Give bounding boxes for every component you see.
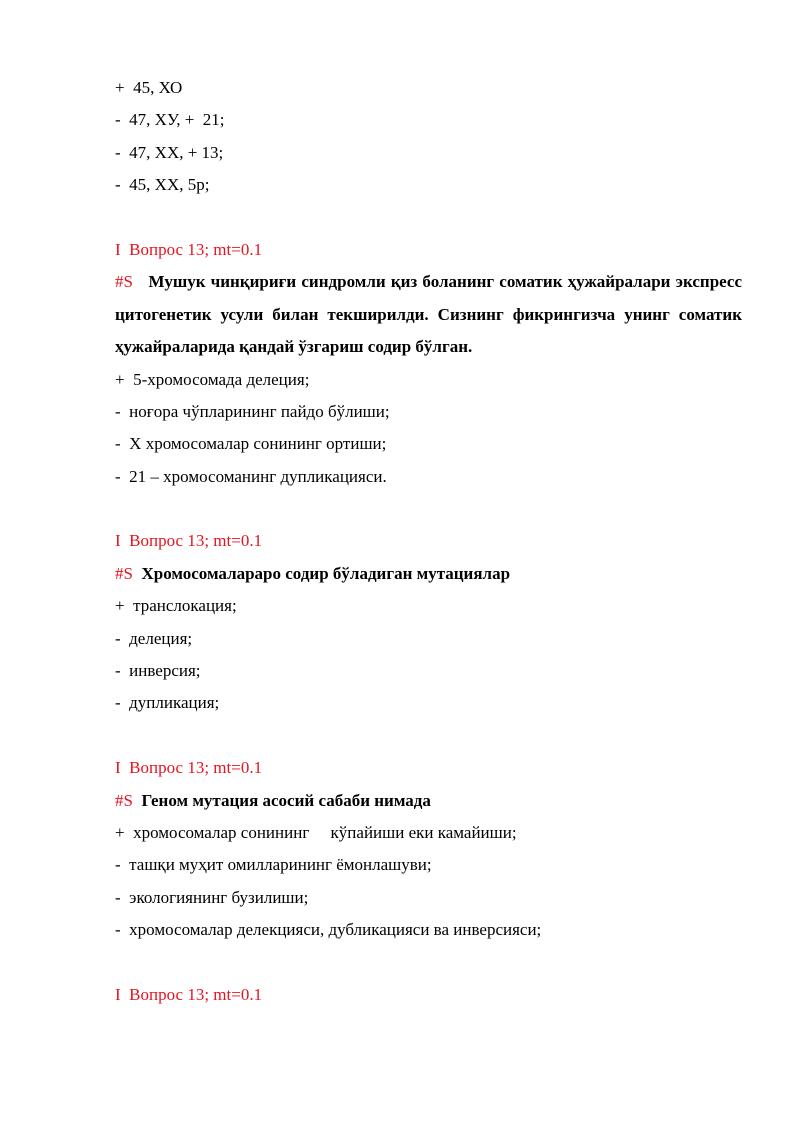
- answer-option: - хромосомалар делекцияси, дубликацияси ва инверсияси;: [115, 920, 542, 940]
- question-tag: #S: [115, 272, 133, 292]
- question-tag: #S: [115, 563, 133, 583]
- spacer: [115, 947, 742, 979]
- spacer: [115, 493, 742, 525]
- answer-option: + 45, ХО: [115, 78, 183, 97]
- question-header: I Вопрос 13; mt=0.1: [115, 239, 263, 259]
- answer-option: - экологиянинг бузилиши;: [115, 887, 309, 907]
- answer-option: - делеция;: [115, 628, 193, 648]
- question-block-2: [115, 525, 742, 719]
- question-header: I Вопрос 13; mt=0.1: [115, 984, 263, 1004]
- question-body: Геном мутация асосий сабаби нимада: [141, 790, 431, 810]
- spacer: [115, 720, 742, 752]
- question-text: [115, 558, 742, 590]
- question-text: [115, 266, 742, 363]
- answer-option: - ташқи муҳит омилларининг ёмонлашуви;: [115, 855, 432, 875]
- question-block-4: [115, 979, 742, 1011]
- question-body: Мушук чинқириғи синдромли қиз боланинг соматик ҳужайралари экспресс цитогенетик усули билан текширилди. Сизнинг фикрингизча унинг соматик ҳужайраларида қандай ўзгариш содир бўлган.: [115, 272, 742, 357]
- answer-option: - Х хромосомалар сонининг ортиши;: [115, 434, 387, 454]
- document-page: [115, 72, 742, 1011]
- answer-option: - дупликация;: [115, 693, 220, 713]
- question-header: I Вопрос 13; mt=0.1: [115, 531, 263, 551]
- answer-option: - 45, ХХ, 5р;: [115, 175, 210, 195]
- answer-option: + хромосомалар сонининг кўпайиши еки камайиши;: [115, 823, 517, 842]
- spacer: [115, 202, 742, 234]
- answer-option: - ноғора чўпларининг пайдо бўлиши;: [115, 401, 390, 421]
- question-body: Хромосомалараро содир бўладиган мутациялар: [141, 563, 511, 583]
- answer-option: - инверсия;: [115, 661, 201, 681]
- answer-option: + транслокация;: [115, 596, 237, 616]
- question-block-1: [115, 234, 742, 493]
- answer-option: - 47, ХУ, + 21;: [115, 110, 225, 130]
- question-block-3: [115, 752, 742, 946]
- question-header: I Вопрос 13; mt=0.1: [115, 758, 263, 778]
- answer-list-0: [115, 72, 742, 202]
- question-text: [115, 785, 742, 817]
- answer-option: - 47, ХХ, + 13;: [115, 142, 224, 162]
- answer-option: + 5-хромосомада делеция;: [115, 369, 310, 389]
- answer-option: - 21 – хромосоманинг дупликацияси.: [115, 466, 387, 486]
- question-tag: #S: [115, 790, 133, 810]
